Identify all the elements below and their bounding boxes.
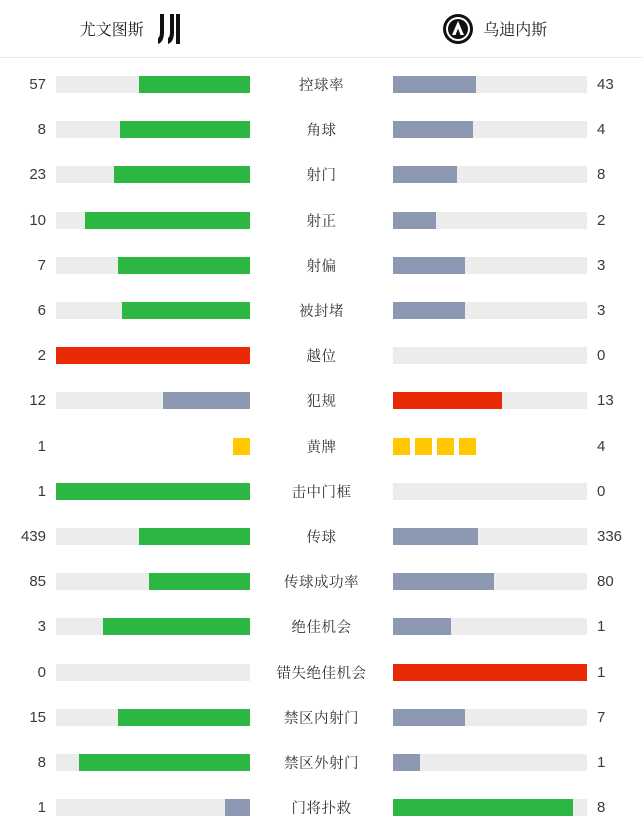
home-value: 15	[0, 709, 56, 726]
away-value: 336	[587, 528, 643, 545]
bar-fill	[120, 121, 250, 138]
bar-fill	[118, 709, 250, 726]
away-bar	[393, 754, 587, 771]
away-team-name: 乌迪内斯	[483, 17, 547, 40]
stat-label: 越位	[250, 345, 393, 366]
away-value: 3	[587, 302, 643, 319]
home-value: 3	[0, 618, 56, 635]
bar-fill	[393, 754, 420, 771]
bar-fill	[56, 483, 250, 500]
stat-row	[0, 198, 643, 243]
bar-fill	[393, 799, 573, 816]
stat-label: 传球	[250, 526, 393, 547]
stat-label: 控球率	[250, 74, 393, 95]
home-value: 23	[0, 166, 56, 183]
juventus-crest-icon	[152, 12, 186, 46]
home-value: 6	[0, 302, 56, 319]
home-bar	[56, 528, 250, 545]
home-bar	[56, 754, 250, 771]
stat-row	[0, 243, 643, 288]
bar-fill	[393, 257, 465, 274]
bar-fill	[393, 121, 473, 138]
home-bar	[56, 166, 250, 183]
away-value: 4	[587, 438, 643, 455]
away-value: 43	[587, 76, 643, 93]
stat-row	[0, 152, 643, 197]
home-value: 1	[0, 799, 56, 816]
yellow-card-icon	[415, 438, 432, 455]
bar-fill	[393, 573, 494, 590]
stat-row	[0, 62, 643, 107]
away-bar	[393, 257, 587, 274]
away-team	[322, 12, 643, 46]
yellow-card-icon	[393, 438, 410, 455]
stat-label: 射正	[250, 210, 393, 231]
away-bar	[393, 709, 587, 726]
bar-fill	[393, 76, 476, 93]
udinese-crest-icon	[441, 12, 475, 46]
bar-fill	[149, 573, 250, 590]
stat-row	[0, 107, 643, 152]
bar-fill	[393, 302, 465, 319]
home-value: 0	[0, 664, 56, 681]
home-bar	[56, 302, 250, 319]
home-value: 85	[0, 573, 56, 590]
away-bar	[393, 438, 587, 455]
stat-label: 禁区内射门	[250, 707, 393, 728]
home-value: 10	[0, 212, 56, 229]
home-value: 1	[0, 483, 56, 500]
home-bar	[56, 709, 250, 726]
stat-label: 角球	[250, 119, 393, 140]
bar-fill	[393, 392, 502, 409]
bar-fill	[139, 76, 250, 93]
yellow-card-icon	[437, 438, 454, 455]
bar-fill	[225, 799, 250, 816]
stat-label: 击中门框	[250, 481, 393, 502]
away-bar	[393, 528, 587, 545]
bar-fill	[114, 166, 250, 183]
yellow-card-icon	[233, 438, 250, 455]
away-bar	[393, 121, 587, 138]
bar-fill	[163, 392, 250, 409]
stat-row	[0, 740, 643, 785]
away-bar	[393, 664, 587, 681]
home-bar	[56, 573, 250, 590]
away-value: 2	[587, 212, 643, 229]
home-bar	[56, 799, 250, 816]
away-value: 8	[587, 166, 643, 183]
away-value: 1	[587, 664, 643, 681]
away-bar	[393, 799, 587, 816]
stat-row	[0, 514, 643, 559]
stat-row	[0, 333, 643, 378]
away-bar	[393, 573, 587, 590]
teams-header	[0, 0, 643, 58]
away-bar	[393, 347, 587, 364]
away-value: 3	[587, 257, 643, 274]
bar-fill	[103, 618, 250, 635]
away-value: 1	[587, 754, 643, 771]
stat-label: 射门	[250, 164, 393, 185]
home-team-name: 尤文图斯	[80, 17, 144, 40]
home-bar	[56, 347, 250, 364]
bar-fill	[85, 212, 250, 229]
yellow-card-icon	[459, 438, 476, 455]
bar-fill	[393, 528, 478, 545]
stat-label: 禁区外射门	[250, 752, 393, 773]
bar-fill	[118, 257, 250, 274]
stat-row	[0, 785, 643, 830]
stat-row	[0, 604, 643, 649]
away-bar	[393, 76, 587, 93]
stat-label: 错失绝佳机会	[250, 662, 393, 683]
home-bar	[56, 438, 250, 455]
away-bar	[393, 483, 587, 500]
away-value: 13	[587, 392, 643, 409]
home-bar	[56, 76, 250, 93]
bar-fill	[79, 754, 250, 771]
home-bar	[56, 257, 250, 274]
bar-fill	[393, 166, 457, 183]
stat-label: 绝佳机会	[250, 616, 393, 637]
home-bar	[56, 664, 250, 681]
home-value: 1	[0, 438, 56, 455]
away-value: 8	[587, 799, 643, 816]
home-bar	[56, 212, 250, 229]
stat-label: 黄牌	[250, 436, 393, 457]
stat-row	[0, 695, 643, 740]
bar-fill	[56, 347, 250, 364]
stat-row	[0, 424, 643, 469]
home-value: 57	[0, 76, 56, 93]
bar-fill	[139, 528, 250, 545]
away-value: 1	[587, 618, 643, 635]
home-bar	[56, 618, 250, 635]
away-bar	[393, 618, 587, 635]
stat-label: 被封堵	[250, 300, 393, 321]
home-value: 8	[0, 121, 56, 138]
home-yellow-cards	[56, 438, 250, 455]
away-value: 0	[587, 347, 643, 364]
bar-fill	[393, 212, 436, 229]
away-bar	[393, 212, 587, 229]
home-value: 7	[0, 257, 56, 274]
stat-row	[0, 469, 643, 514]
away-value: 80	[587, 573, 643, 590]
home-value: 8	[0, 754, 56, 771]
away-yellow-cards	[393, 438, 587, 455]
stat-row	[0, 649, 643, 694]
stat-label: 犯规	[250, 390, 393, 411]
away-bar	[393, 392, 587, 409]
stat-label: 射偏	[250, 255, 393, 276]
away-value: 0	[587, 483, 643, 500]
home-bar	[56, 121, 250, 138]
home-team	[0, 12, 322, 46]
home-bar	[56, 392, 250, 409]
stats-rows	[0, 58, 643, 830]
bar-fill	[122, 302, 250, 319]
away-value: 7	[587, 709, 643, 726]
home-value: 439	[0, 528, 56, 545]
stat-row	[0, 378, 643, 423]
away-bar	[393, 166, 587, 183]
home-value: 2	[0, 347, 56, 364]
stat-row	[0, 288, 643, 333]
home-bar	[56, 483, 250, 500]
stat-label: 门将扑救	[250, 797, 393, 818]
bar-fill	[393, 664, 587, 681]
home-value: 12	[0, 392, 56, 409]
bar-fill	[393, 618, 451, 635]
bar-fill	[393, 709, 465, 726]
stat-row	[0, 559, 643, 604]
stat-label: 传球成功率	[250, 571, 393, 592]
away-bar	[393, 302, 587, 319]
away-value: 4	[587, 121, 643, 138]
